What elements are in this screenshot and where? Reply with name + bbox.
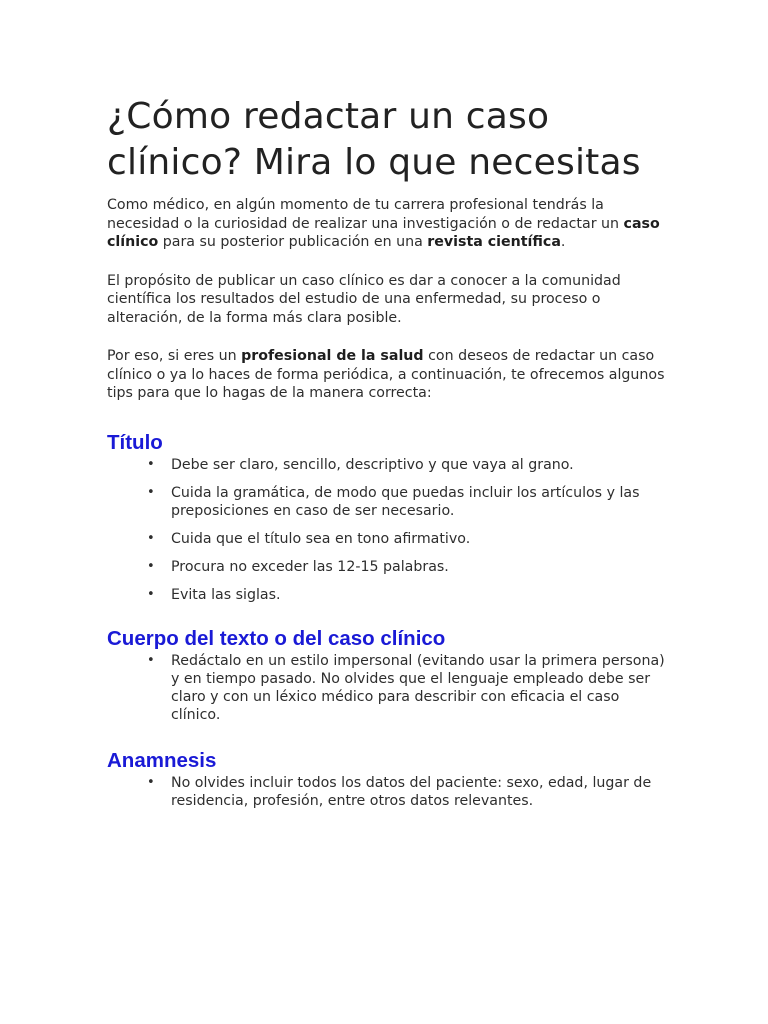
intro-bold-caso-clinico: caso clínico <box>107 215 660 250</box>
intro-text-start: Como médico, en algún momento de tu carrera profesional tendrás la necesidad o la curiosidad de realizar una investigación o de redactar un <box>107 197 624 232</box>
section-heading-anamnesis: Anamnesis <box>107 748 217 772</box>
list-item: • Cuida que el título sea en tono afirmativo. <box>147 530 668 548</box>
list-item: • Procura no exceder las 12-15 palabras. <box>147 558 668 576</box>
list-item: • Evita las siglas. <box>147 586 668 604</box>
title-line-2: clínico? Mira lo que necesitas <box>107 142 641 183</box>
section-heading-cuerpo: Cuerpo del texto o del caso clínico <box>107 626 446 650</box>
list-item: • Cuida la gramática, de modo que puedas incluir los artículos y las preposiciones en caso de ser necesario. <box>147 484 668 520</box>
list-item: • Debe ser claro, sencillo, descriptivo y que vaya al grano. <box>147 456 668 474</box>
tips-intro-paragraph <box>107 347 668 403</box>
list-item: • Redáctalo en un estilo impersonal (evitando usar la primera persona) y en tiempo pasado. No olvides que el lenguaje empleado debe ser claro y con un léxico médico para describir con eficacia el caso clínico. <box>147 652 668 724</box>
purpose-paragraph: El propósito de publicar un caso clínico es dar a conocer a la comunidad científica los resultados del estudio de una enfermedad, su proceso o alteración, de la forma más clara posible. <box>107 272 621 326</box>
intro-bold-revista: revista científica <box>427 234 561 250</box>
tips-bold-profesional: profesional de la salud <box>241 348 424 364</box>
title-line-1: ¿Cómo redactar un caso <box>107 96 550 137</box>
intro-paragraph <box>107 196 668 252</box>
tips-text-end: con deseos de redactar un caso clínico o ya lo haces de forma periódica, a continuación, te ofrecemos algunos tips para que lo hagas de la manera correcta: <box>107 348 665 401</box>
list-item: • No olvides incluir todos los datos del paciente: sexo, edad, lugar de residencia, profesión, entre otros datos relevantes. <box>147 774 668 810</box>
titulo-list <box>107 456 668 604</box>
section-heading-titulo: Título <box>107 430 163 454</box>
page-title <box>107 94 668 186</box>
tips-text-start: Por eso, si eres un <box>107 348 242 364</box>
anamnesis-list <box>107 774 668 810</box>
intro-text-end: . <box>560 234 566 250</box>
cuerpo-list <box>107 652 668 724</box>
intro-text-middle: para su posterior publicación en una <box>158 234 428 250</box>
